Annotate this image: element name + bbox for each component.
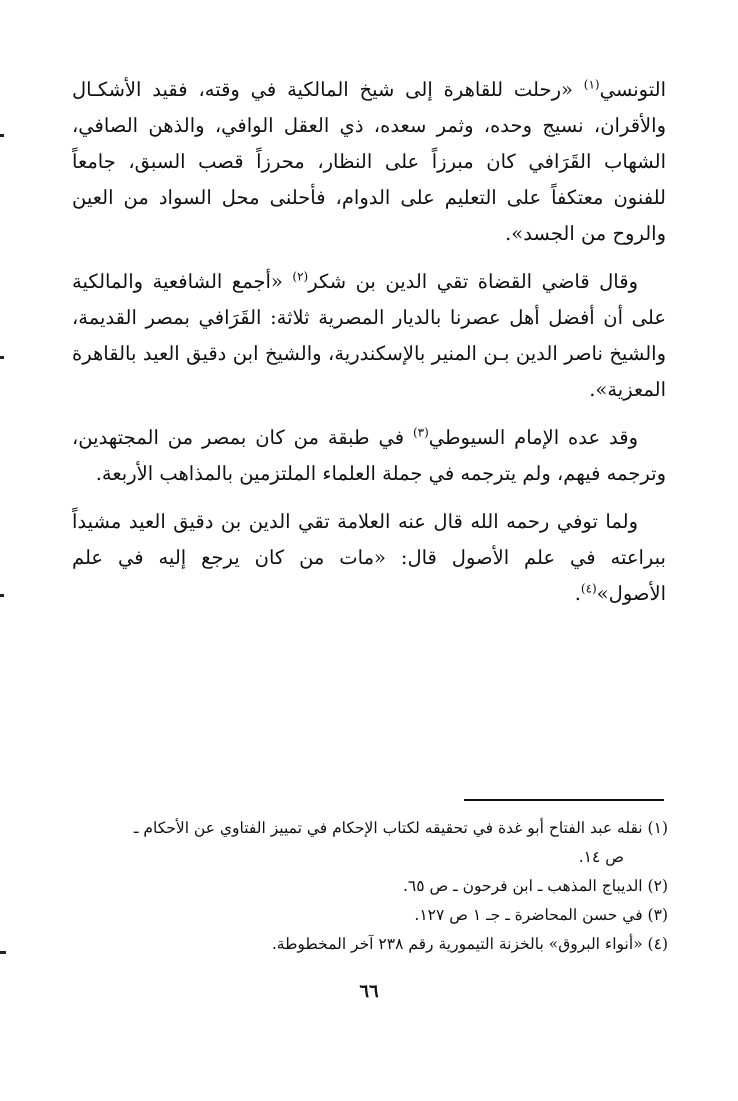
paragraph-text: وقد عده الإمام السيوطي [428,426,638,449]
paragraph-4 [72,504,666,612]
footnote-number: (٤) [647,935,668,953]
main-text [72,72,666,624]
footnote-text: «أنواء البروق» بالخزنة التيمورية رقم ٢٣٨ آخر المخطوطة. [271,935,648,953]
footnote-3 [72,901,668,930]
paragraph-1 [72,72,666,252]
paragraph-3 [72,420,666,492]
scan-edge-mark [0,134,4,137]
footnote-reference-1: (١) [583,77,600,92]
footnote-continuation: ص ١٤. [578,848,624,866]
footnote-text: في حسن المحاضرة ـ جـ ١ ص ١٢٧. [414,906,648,924]
paragraph-text: التونسي [599,78,666,101]
paragraph-text: . [574,582,581,605]
scan-edge-mark [0,594,4,597]
footnotes [72,814,668,959]
footnote-reference-2: (٢) [292,269,309,284]
footnote-number: (٣) [647,906,668,924]
footnote-number: (١) [647,819,668,837]
footnote-reference-3: (٣) [412,425,429,440]
footnote-reference-4: (٤) [580,581,597,596]
paragraph-text: وقال قاضي القضاة تقي الدين بن شكر [308,270,638,293]
footnote-text: نقله عبد الفتاح أبو غدة في تحقيقه لكتاب الإحكام في تمييز الفتاوي عن الأحكام ـ [133,819,648,837]
paragraph-text: في طبقة من كان بمصر من المجتهدين، وترجمه فيهم، ولم يترجمه في جملة العلماء الملتزمين بالمذاهب الأربعة. [72,426,666,485]
paragraph-text: «أجمع الشافعية والمالكية على أن أفضل أهل عصرنا بالديار المصرية ثلاثة: القَرَافي بمصر القديمة، والشيخ ناصر الدين بـن المنير بالإسكندرية، والشيخ ابن دقيق العيد بالقاهرة المعزية». [72,270,666,401]
footnote-separator [464,799,664,801]
scan-edge-mark [0,951,6,954]
paragraph-text: ولما توفي رحمه الله قال عنه العلامة تقي الدين بن دقيق العيد مشيداً ببراعته في علم الأصول قال: «مات من كان يرجع إليه في علم الأصول» [72,510,666,605]
footnote-2 [72,872,668,901]
footnote-4 [72,930,668,959]
paragraph-2 [72,264,666,408]
scan-edge-mark [0,356,4,359]
footnote-text: الديباج المذهب ـ ابن فرحون ـ ص ٦٥. [402,877,648,895]
paragraph-text: «رحلت للقاهرة إلى شيخ المالكية في وقته، فقيد الأشكـال والأقران، نسيج وحده، وثمر سعده، ذي العقل الوافي، والذهن الصافي، الشهاب القَرَافي كان مبرزاً على النظار، محرزاً قصب السبق، جامعاً للفنون معتكفاً على التعليم على الدوام، فأحلنى محل السواد من العين والروح من الجسد». [72,78,666,245]
footnote-number: (٢) [647,877,668,895]
page-number: ٦٦ [359,981,379,1002]
footnote-1 [72,814,668,872]
